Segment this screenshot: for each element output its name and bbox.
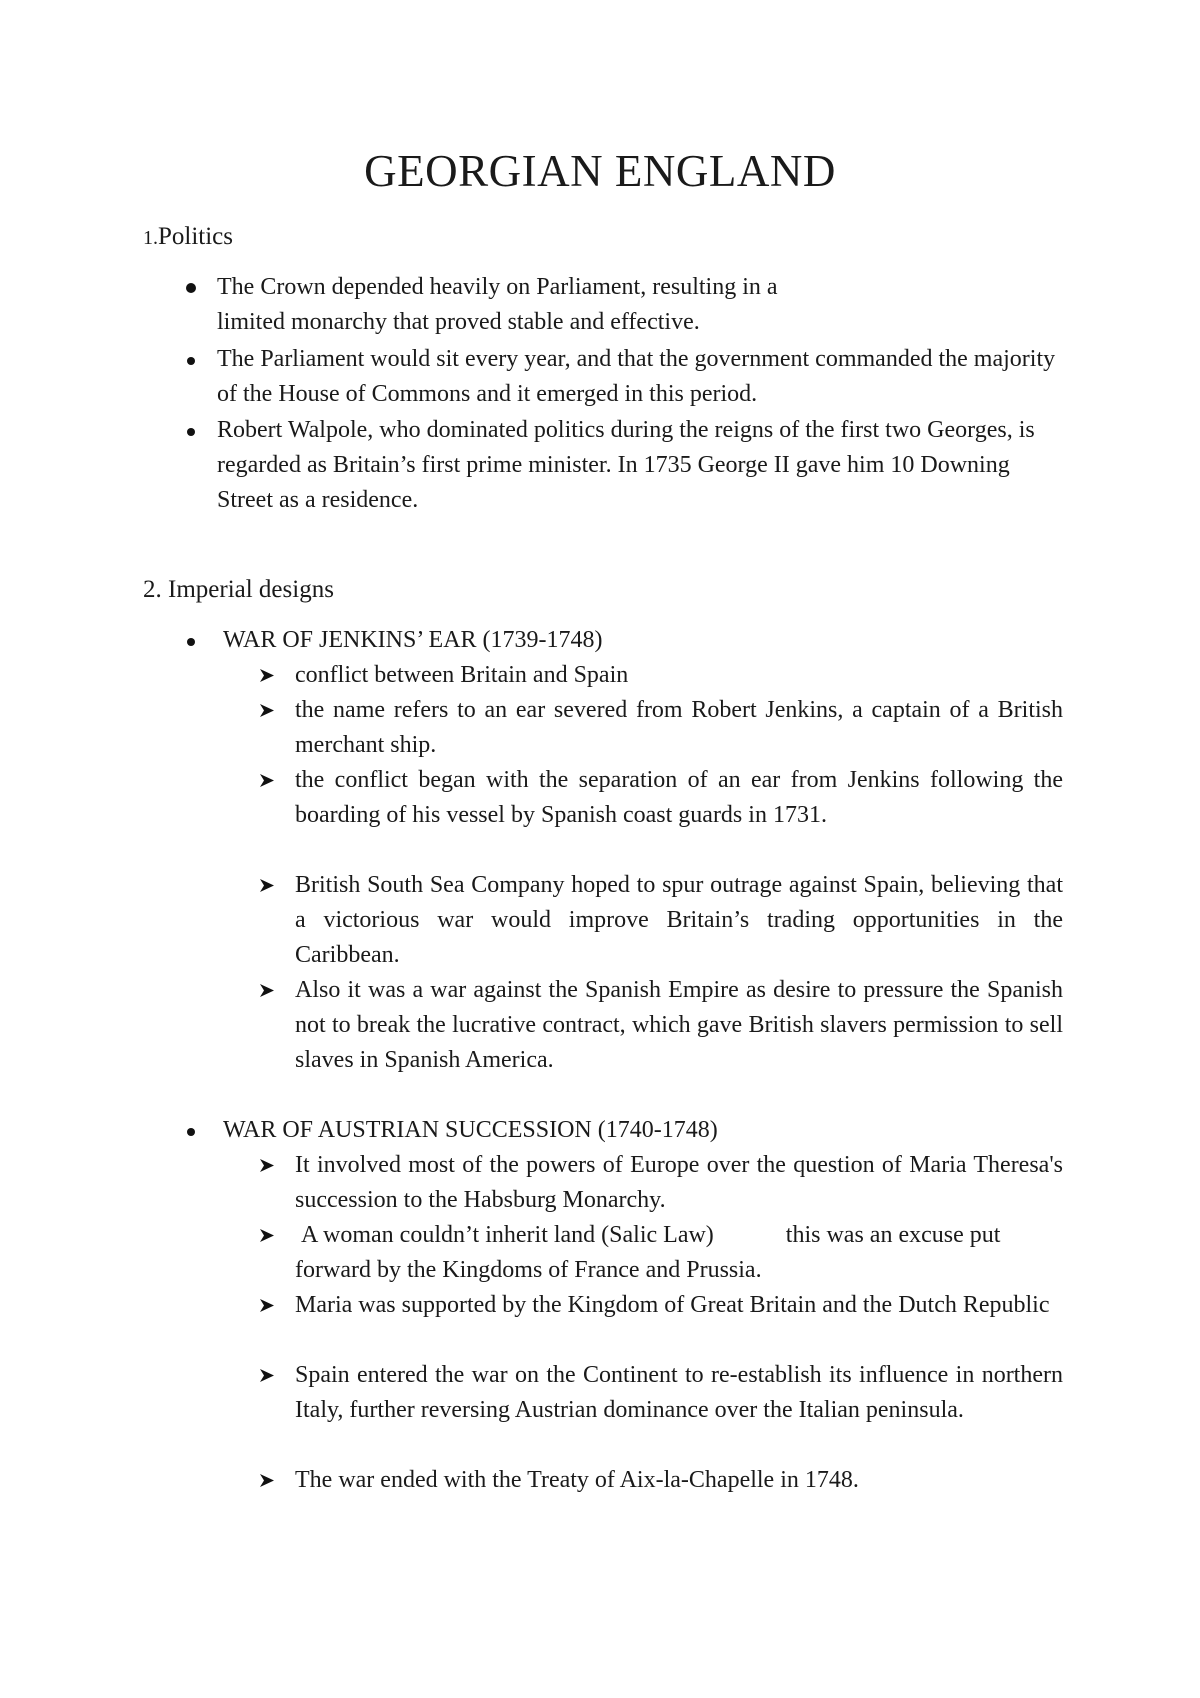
war-title: WAR OF JENKINS’ EAR (1739-1748) — [223, 627, 603, 653]
bullet-dot-icon — [183, 1123, 199, 1139]
list-item: Maria was supported by the Kingdom of Great Britain and the Dutch Republic — [295, 1292, 1050, 1318]
bullet-dot-icon — [183, 280, 199, 296]
list-item: The war ended with the Treaty of Aix-la-Chapelle in 1748. — [295, 1467, 859, 1493]
arrow-bullet-icon — [258, 693, 276, 728]
war-title: WAR OF AUSTRIAN SUCCESSION (1740-1748) — [223, 1117, 718, 1143]
list-item-line: limited monarchy that proved stable and effective. — [217, 309, 700, 335]
section-heading-imperial-designs: 2. Imperial designs — [143, 576, 334, 603]
list-item: Robert Walpole, who dominated politics during the reigns of the first two Georges, is regarded as Britain’s first prime minister. In 1735 George II gave him 10 Downing Street as a residence. — [217, 417, 1035, 513]
arrow-bullet-icon — [258, 763, 276, 798]
list-item: the name refers to an ear severed from Robert Jenkins, a captain of a British merchant ship. — [295, 697, 1063, 758]
list-item-line: The Crown depended heavily on Parliament, resulting in a — [217, 274, 778, 300]
list-item: conflict between Britain and Spain — [295, 662, 629, 688]
list-item: British South Sea Company hoped to spur outrage against Spain, believing that a victorious war would improve Britain’s trading opportunities in the Caribbean. — [295, 872, 1063, 968]
list-item: A woman couldn’t inherit land (Salic Law) this was an excuse put forward by the Kingdoms of France and Prussia. — [295, 1222, 1007, 1283]
arrow-bullet-icon — [258, 658, 276, 693]
document-title: GEORGIAN ENGLAND — [364, 146, 836, 196]
arrow-bullet-icon — [258, 1358, 276, 1393]
bullet-dot-icon — [183, 352, 199, 368]
list-item: Spain entered the war on the Continent to re-establish its influence in northern Italy, further reversing Austrian dominance over the Italian peninsula. — [295, 1362, 1063, 1423]
list-item: It involved most of the powers of Europe over the question of Maria Theresa's succession to the Habsburg Monarchy. — [295, 1152, 1063, 1213]
section-heading-politics — [143, 220, 233, 255]
arrow-bullet-icon — [258, 1463, 276, 1498]
bullet-dot-icon — [183, 423, 199, 439]
list-item — [217, 270, 1067, 340]
bullet-dot-icon — [183, 633, 199, 649]
section-number: 1. — [143, 227, 158, 249]
section-heading-text: Politics — [158, 223, 234, 250]
arrow-bullet-icon — [258, 1288, 276, 1323]
arrow-bullet-icon — [258, 973, 276, 1008]
list-item: the conflict began with the separation of an ear from Jenkins following the boarding of his vessel by Spanish coast guards in 1731. — [295, 767, 1063, 828]
list-item: The Parliament would sit every year, and that the government commanded the majority of the House of Commons and it emerged in this period. — [217, 346, 1056, 407]
arrow-bullet-icon — [258, 1148, 276, 1183]
arrow-bullet-icon — [258, 1218, 276, 1253]
arrow-bullet-icon — [258, 868, 276, 903]
list-item: Also it was a war against the Spanish Empire as desire to pressure the Spanish not to break the lucrative contract, which gave British slavers permission to sell slaves in Spanish America. — [295, 977, 1063, 1073]
